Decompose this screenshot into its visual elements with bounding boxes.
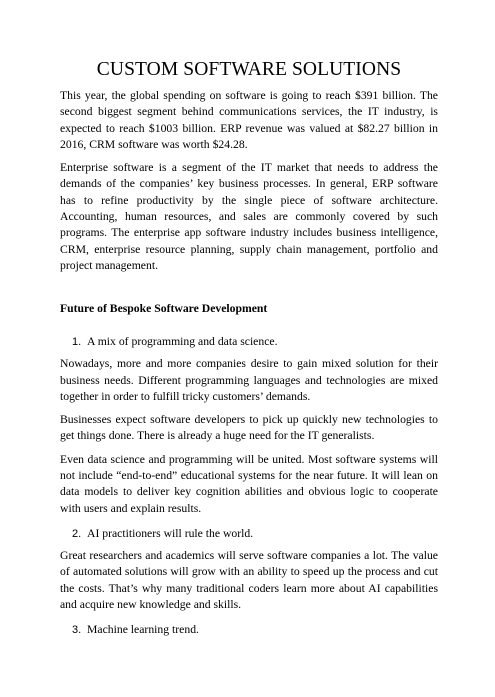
- list-item-text: Machine learning trend.: [87, 623, 199, 637]
- body-paragraph: Nowadays, more and more companies desire to gain mixed solution for their business needs. Different programming languages and technologies are mixed together in order to fulfill tricky customers’ demands.: [60, 357, 438, 403]
- body-paragraph: Businesses expect software developers to pick up quickly new technologies to get things done. There is already a huge need for the IT generalists.: [60, 413, 438, 443]
- list-item-number: 2.: [72, 527, 82, 540]
- intro-paragraph: This year, the global spending on software is going to reach $391 billion. The second biggest segment behind communications services, the IT industry, is expected to reach $1003 billion. ERP revenue was valued at $82.27 billion in 2016, CRM software was worth $24.28.: [60, 89, 438, 151]
- intro-paragraph: Enterprise software is a segment of the IT market that needs to address the demands of the companies’ key business processes. In general, ERP software has to refine productivity by the single piece of software architecture. Accounting, human resources, and sales are commonly covered by such programs. The enterprise app software industry includes business intelligence, CRM, enterprise resource planning, supply chain management, portfolio and project management.: [60, 161, 438, 272]
- numbered-list-item: [60, 622, 438, 638]
- section-heading: Future of Bespoke Software Development: [60, 302, 268, 316]
- numbered-list-item: [60, 526, 438, 542]
- document-title: CUSTOM SOFTWARE SOLUTIONS: [96, 59, 402, 80]
- list-item-text: AI practitioners will rule the world.: [87, 526, 254, 540]
- numbered-list-item: [60, 334, 438, 350]
- body-paragraph: Great researchers and academics will serve software companies a lot. The value of automated solutions will grow with an ability to speed up the process and cut the costs. That’s why many traditional coders learn more about AI capabilities and acquire new knowledge and skills.: [60, 548, 438, 611]
- list-item-text: A mix of programming and data science.: [87, 335, 278, 349]
- list-item-number: 3.: [72, 624, 82, 637]
- document-page: [0, 57, 495, 697]
- list-item-number: 1.: [72, 336, 82, 349]
- body-paragraph: Even data science and programming will be united. Most software systems will not include “end-to-end” educational systems for the near future. It will lean on data models to deliver key cognition abilities and obvious logic to cooperate with users and explain results.: [60, 452, 438, 515]
